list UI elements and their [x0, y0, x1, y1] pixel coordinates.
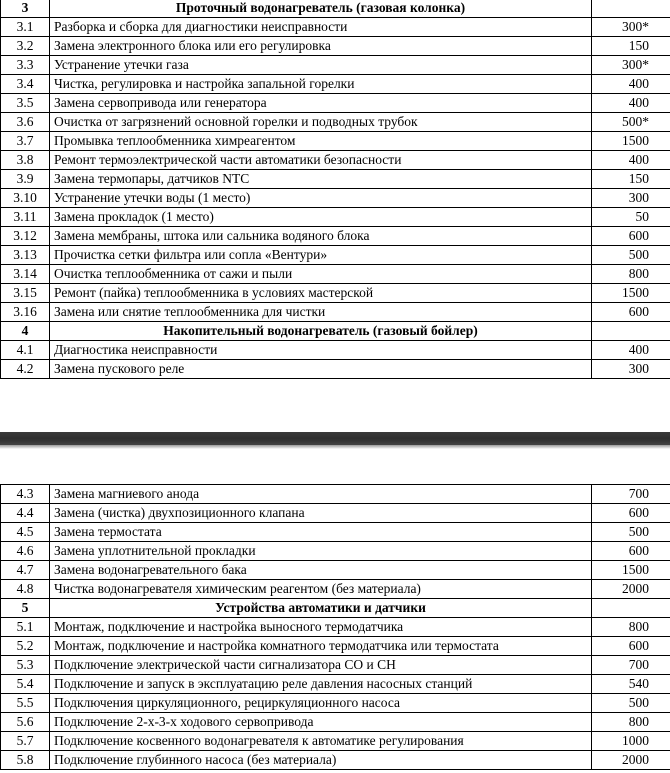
table-row — [1, 170, 670, 189]
item-number: 4.2 — [1, 360, 50, 379]
service-price: 1500 — [592, 561, 670, 580]
table-row — [1, 56, 670, 75]
service-name: Устранение утечки газа — [50, 56, 592, 75]
item-number: 4.4 — [1, 504, 50, 523]
section-number: 4 — [1, 322, 50, 341]
item-number: 5.5 — [1, 694, 50, 713]
item-number: 4.8 — [1, 580, 50, 599]
table-row — [1, 265, 670, 284]
table-row — [1, 227, 670, 246]
table-row — [1, 504, 670, 523]
service-name: Замена уплотнительной прокладки — [50, 542, 592, 561]
service-name: Замена или снятие теплообменника для чистки — [50, 303, 592, 322]
item-number: 3.14 — [1, 265, 50, 284]
service-price: 600 — [592, 303, 670, 322]
table-row — [1, 18, 670, 37]
item-number: 3.8 — [1, 151, 50, 170]
item-number: 4.5 — [1, 523, 50, 542]
section-title: Устройства автоматики и датчики — [50, 599, 592, 618]
service-name: Замена магниевого анода — [50, 485, 592, 504]
service-price: 800 — [592, 618, 670, 637]
item-number: 3.9 — [1, 170, 50, 189]
service-name: Подключение и запуск в эксплуатацию реле давления насосных станций — [50, 675, 592, 694]
section-title: Проточный водонагреватель (газовая колонка) — [50, 0, 592, 18]
item-number: 5.8 — [1, 751, 50, 770]
service-name: Прочистка сетки фильтра или сопла «Вентури» — [50, 246, 592, 265]
service-price: 400 — [592, 75, 670, 94]
service-price: 300* — [592, 18, 670, 37]
service-price: 700 — [592, 485, 670, 504]
service-price: 300 — [592, 189, 670, 208]
page-break-shadow — [0, 445, 670, 449]
table-row — [1, 189, 670, 208]
item-number: 4.1 — [1, 341, 50, 360]
service-price: 600 — [592, 504, 670, 523]
service-price: 400 — [592, 151, 670, 170]
table-row — [1, 151, 670, 170]
table-row — [1, 37, 670, 56]
service-name: Замена прокладок (1 место) — [50, 208, 592, 227]
service-name: Чистка водонагревателя химическим реагентом (без материала) — [50, 580, 592, 599]
section-title: Накопительный водонагреватель (газовый бойлер) — [50, 322, 592, 341]
table-row — [1, 523, 670, 542]
price-table-page-2 — [0, 484, 670, 770]
table-row — [1, 675, 670, 694]
table-row — [1, 485, 670, 504]
table-row — [1, 732, 670, 751]
item-number: 3.3 — [1, 56, 50, 75]
item-number: 3.16 — [1, 303, 50, 322]
service-price: 800 — [592, 265, 670, 284]
table-row — [1, 694, 670, 713]
price-table-body — [1, 485, 670, 770]
item-number: 5.1 — [1, 618, 50, 637]
section-price-cell — [592, 322, 670, 341]
table-row — [1, 713, 670, 732]
item-number: 3.5 — [1, 94, 50, 113]
service-name: Подключения циркуляционного, рециркуляционного насоса — [50, 694, 592, 713]
item-number: 5.7 — [1, 732, 50, 751]
item-number: 5.2 — [1, 637, 50, 656]
service-price: 400 — [592, 94, 670, 113]
service-price: 2000 — [592, 580, 670, 599]
service-price: 500* — [592, 113, 670, 132]
service-name: Очистка от загрязнений основной горелки и подводных трубок — [50, 113, 592, 132]
service-price: 1500 — [592, 284, 670, 303]
table-row — [1, 303, 670, 322]
item-number: 5.4 — [1, 675, 50, 694]
section-price-cell — [592, 599, 670, 618]
item-number: 5.3 — [1, 656, 50, 675]
table-row — [1, 284, 670, 303]
service-name: Подключение 2-х-3-х ходового сервопривода — [50, 713, 592, 732]
item-number: 3.2 — [1, 37, 50, 56]
service-price: 400 — [592, 341, 670, 360]
item-number: 3.15 — [1, 284, 50, 303]
service-name: Замена мембраны, штока или сальника водяного блока — [50, 227, 592, 246]
service-price: 150 — [592, 37, 670, 56]
service-name: Замена водонагревательного бака — [50, 561, 592, 580]
table-row — [1, 561, 670, 580]
service-name: Ремонт (пайка) теплообменника в условиях мастерской — [50, 284, 592, 303]
table-row — [1, 94, 670, 113]
service-price: 300* — [592, 56, 670, 75]
service-price: 500 — [592, 523, 670, 542]
section-number: 3 — [1, 0, 50, 18]
service-name: Монтаж, подключение и настройка комнатного термодатчика или термостата — [50, 637, 592, 656]
table-row — [1, 360, 670, 379]
service-name: Устранение утечки воды (1 место) — [50, 189, 592, 208]
service-price: 600 — [592, 637, 670, 656]
service-price: 500 — [592, 246, 670, 265]
service-name: Диагностика неисправности — [50, 341, 592, 360]
section-header-row — [1, 599, 670, 618]
service-price: 150 — [592, 170, 670, 189]
item-number: 4.6 — [1, 542, 50, 561]
service-price: 300 — [592, 360, 670, 379]
table-row — [1, 75, 670, 94]
table-row — [1, 751, 670, 770]
service-name: Подключение электрической части сигнализатора СО и СН — [50, 656, 592, 675]
service-price: 1000 — [592, 732, 670, 751]
service-price: 2000 — [592, 751, 670, 770]
section-price-cell — [592, 0, 670, 18]
service-name: Замена электронного блока или его регулировка — [50, 37, 592, 56]
service-name: Замена (чистка) двухпозиционного клапана — [50, 504, 592, 523]
item-number: 3.10 — [1, 189, 50, 208]
service-price: 700 — [592, 656, 670, 675]
table-row — [1, 542, 670, 561]
table-row — [1, 113, 670, 132]
table-row — [1, 618, 670, 637]
service-name: Ремонт термоэлектрической части автоматики безопасности — [50, 151, 592, 170]
service-name: Замена термостата — [50, 523, 592, 542]
service-price: 800 — [592, 713, 670, 732]
service-name: Замена пускового реле — [50, 360, 592, 379]
item-number: 3.6 — [1, 113, 50, 132]
item-number: 3.1 — [1, 18, 50, 37]
service-name: Подключение косвенного водонагревателя к автоматике регулирования — [50, 732, 592, 751]
price-table-body — [1, 0, 670, 379]
item-number: 3.11 — [1, 208, 50, 227]
service-price: 540 — [592, 675, 670, 694]
section-header-row — [1, 322, 670, 341]
service-name: Очистка теплообменника от сажи и пыли — [50, 265, 592, 284]
item-number: 4.3 — [1, 485, 50, 504]
table-row — [1, 208, 670, 227]
service-name: Замена сервопривода или генератора — [50, 94, 592, 113]
table-row — [1, 132, 670, 151]
service-price: 600 — [592, 227, 670, 246]
service-name: Замена термопары, датчиков NTC — [50, 170, 592, 189]
service-price: 500 — [592, 694, 670, 713]
page-break — [0, 432, 670, 445]
table-row — [1, 246, 670, 265]
table-row — [1, 341, 670, 360]
service-name: Разборка и сборка для диагностики неисправности — [50, 18, 592, 37]
table-row — [1, 637, 670, 656]
item-number: 3.12 — [1, 227, 50, 246]
item-number: 3.4 — [1, 75, 50, 94]
item-number: 4.7 — [1, 561, 50, 580]
service-name: Промывка теплообменника химреагентом — [50, 132, 592, 151]
service-name: Монтаж, подключение и настройка выносного термодатчика — [50, 618, 592, 637]
service-name: Чистка, регулировка и настройка запальной горелки — [50, 75, 592, 94]
item-number: 5.6 — [1, 713, 50, 732]
service-price: 50 — [592, 208, 670, 227]
table-row — [1, 656, 670, 675]
price-table-page-1 — [0, 0, 670, 379]
item-number: 3.7 — [1, 132, 50, 151]
service-name: Подключение глубинного насоса (без материала) — [50, 751, 592, 770]
section-header-row — [1, 0, 670, 18]
service-price: 1500 — [592, 132, 670, 151]
table-row — [1, 580, 670, 599]
service-price: 600 — [592, 542, 670, 561]
section-number: 5 — [1, 599, 50, 618]
item-number: 3.13 — [1, 246, 50, 265]
